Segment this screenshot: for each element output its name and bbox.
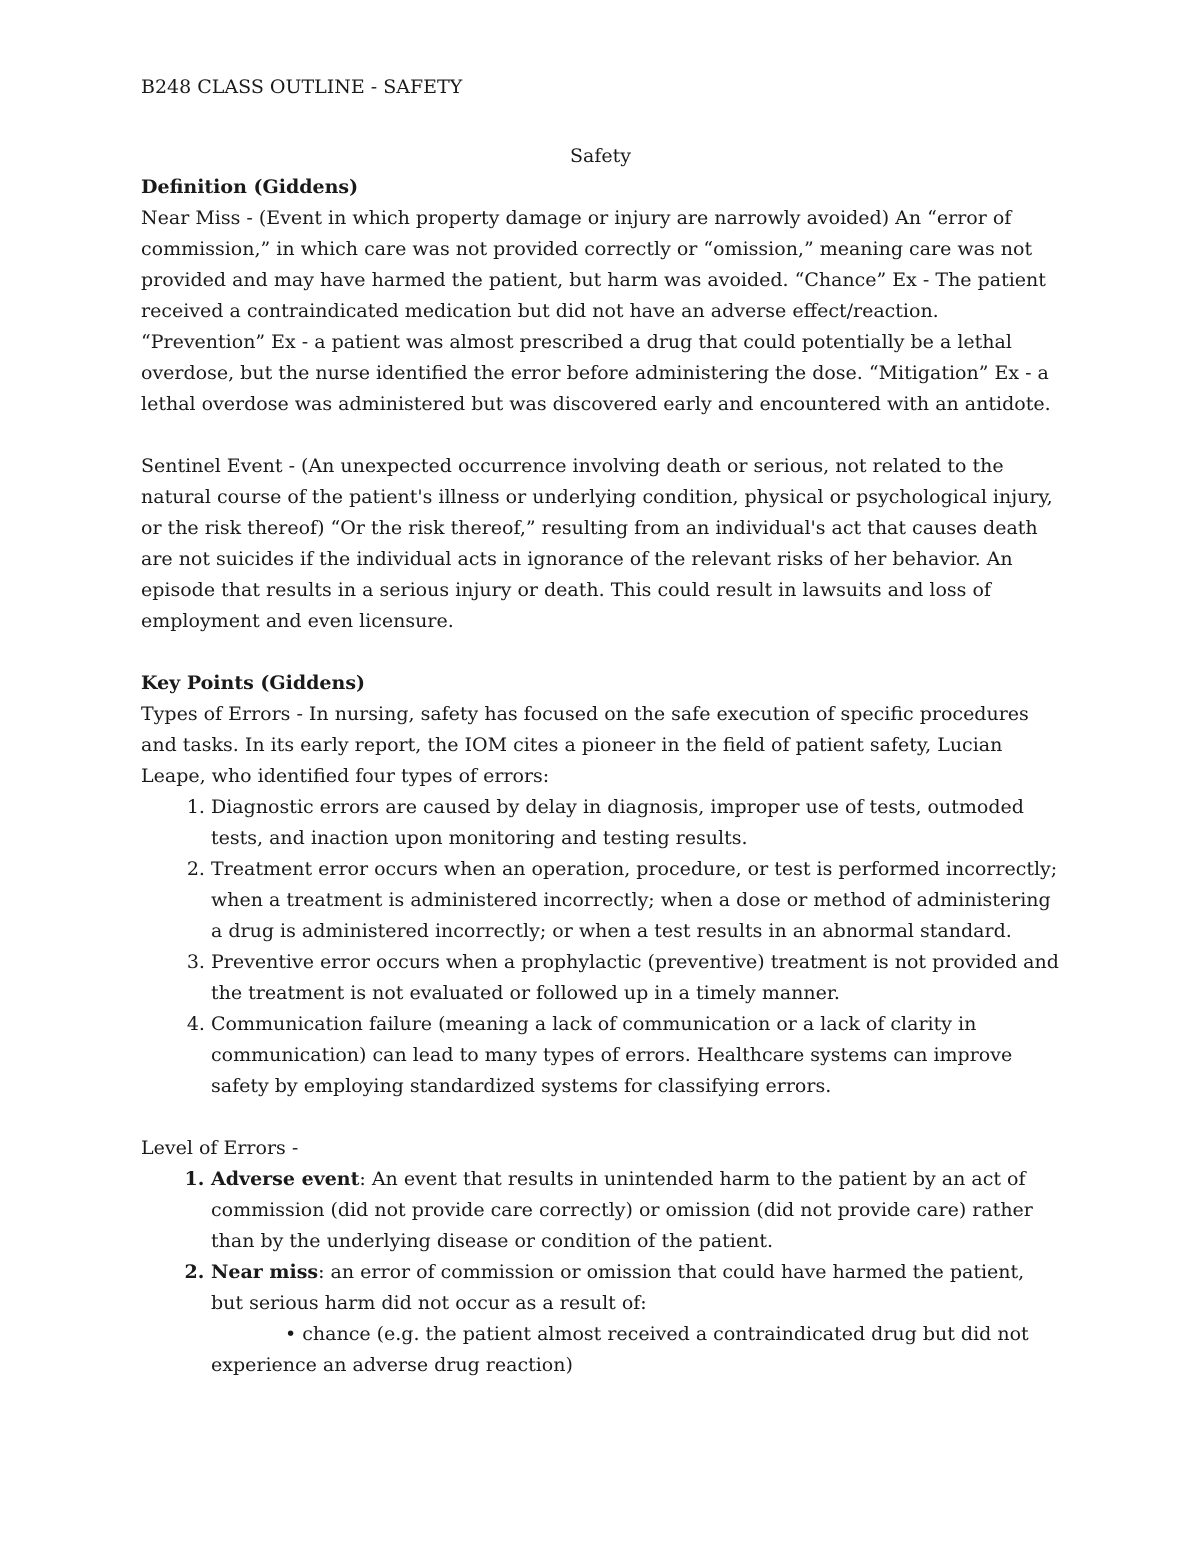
document-title: Safety <box>570 145 631 167</box>
error-levels-list <box>141 1164 1060 1381</box>
list-item: 1. Diagnostic errors are caused by delay in diagnosis, improper use of tests, outmoded tests, and inaction upon monitoring and testing results. <box>211 792 1060 854</box>
list-item <box>211 1164 1060 1257</box>
near-miss-term: Near miss <box>211 1261 319 1283</box>
types-of-errors-intro: Types of Errors - In nursing, safety has focused on the safe execution of specific procedures and tasks. In its early report, the IOM cites a pioneer in the field of patient safety, Lucian Leape, who identified four types of errors: <box>141 703 1029 787</box>
near-miss-text: : an error of commission or omission that could have harmed the patient, but serious harm did not occur as a result of: <box>211 1261 1025 1314</box>
list-item <box>211 1257 1060 1381</box>
spacer <box>141 637 1060 668</box>
level-of-errors-intro: Level of Errors - <box>141 1137 299 1159</box>
key-points-heading: Key Points (Giddens) <box>141 672 366 694</box>
list-item: 3. Preventive error occurs when a prophylactic (preventive) treatment is not provided and the treatment is not evaluated or followed up in a timely manner. <box>211 947 1060 1009</box>
spacer <box>141 1102 1060 1133</box>
adverse-event-text: : An event that results in unintended harm to the patient by an act of commission (did not provide care correctly) or omission (did not provide care) rather than by the underlying disease or condition of the patient. <box>211 1168 1033 1252</box>
near-miss-paragraph: Near Miss - (Event in which property damage or injury are narrowly avoided) An “error of commission,” in which care was not provided correctly or “omission,” meaning care was not provided and may have harmed the patient, but harm was avoided. “Chance” Ex - The patient received a contraindicated medication but did not have an adverse effect/reaction. “Prevention” Ex - a patient was almost prescribed a drug that could potentially be a lethal overdose, but the nurse identified the error before administering the dose. “Mitigation” Ex - a lethal overdose was administered but was discovered early and encountered with an antidote. <box>141 207 1051 415</box>
definition-heading: Definition (Giddens) <box>141 176 359 198</box>
sentinel-event-paragraph: Sentinel Event - (An unexpected occurrence involving death or serious, not related to the natural course of the patient's illness or underlying condition, physical or psychological injury, or the risk thereof) “Or the risk thereof,” resulting from an individual's act that causes death are not suicides if the individual acts in ignorance of the relevant risks of her behavior. An episode that results in a serious injury or death. This could result in lawsuits and loss of employment and even licensure. <box>141 455 1053 632</box>
list-item: 2. Treatment error occurs when an operation, procedure, or test is performed incorrectly; when a treatment is administered incorrectly; when a dose or method of administering a drug is administered incorrectly; or when a test results in an abnormal standard. <box>211 854 1060 947</box>
page-header: B248 CLASS OUTLINE - SAFETY <box>141 76 463 98</box>
error-types-list <box>141 792 1060 1102</box>
spacer <box>141 420 1060 451</box>
adverse-event-term: Adverse event <box>211 1168 360 1190</box>
chance-bullet: • chance (e.g. the patient almost received a contraindicated drug but did not experience an adverse drug reaction) <box>211 1323 1029 1376</box>
document-body <box>141 141 1060 1381</box>
list-item: 4. Communication failure (meaning a lack of communication or a lack of clarity in communication) can lead to many types of errors. Healthcare systems can improve safety by employing standardized systems for classifying errors. <box>211 1009 1060 1102</box>
